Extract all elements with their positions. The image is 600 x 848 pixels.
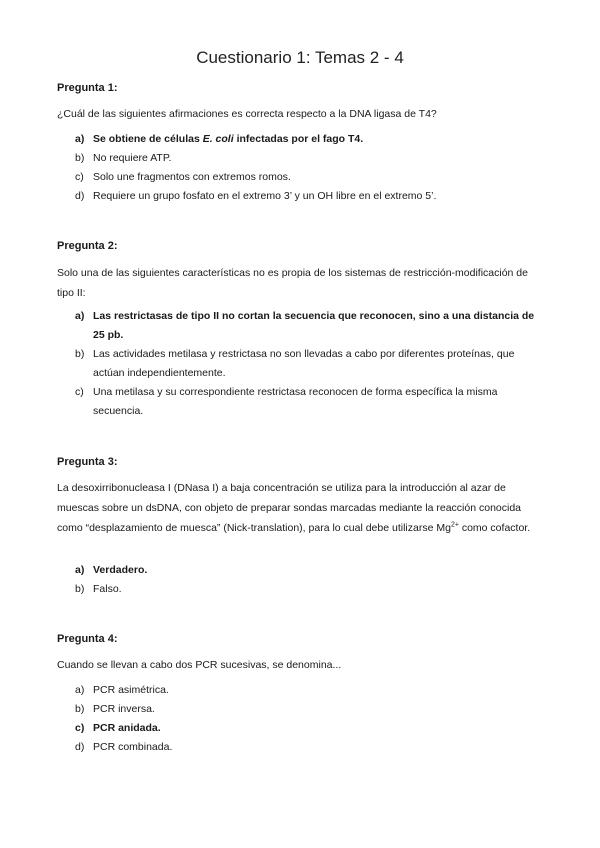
question-1-text: ¿Cuál de las siguientes afirmaciones es correcta respecto a la DNA ligasa de T4? xyxy=(57,108,437,120)
option-text: Una metilasa y su correspondiente restrictasa reconocen de forma específica la misma secuencia. xyxy=(93,386,498,417)
option-text-pre: Se obtiene de células xyxy=(93,133,203,145)
option-letter: b) xyxy=(75,152,85,164)
option-letter: a) xyxy=(75,564,85,576)
question-2-heading: Pregunta 2: xyxy=(57,240,118,252)
question-4-option-b xyxy=(75,700,545,719)
option-letter: c) xyxy=(75,386,84,398)
option-text: PCR combinada. xyxy=(93,741,173,753)
option-text: Verdadero. xyxy=(93,564,148,576)
option-text: PCR inversa. xyxy=(93,703,155,715)
question-3-text xyxy=(57,478,547,538)
option-text: Las actividades metilasa y restrictasa no son llevadas a cabo por diferentes proteínas, que actúan independientemente. xyxy=(93,348,515,379)
question-4-option-d xyxy=(75,738,545,757)
question-1-option-b xyxy=(75,149,545,168)
superscript: 2+ xyxy=(450,521,459,529)
option-letter: c) xyxy=(75,722,85,734)
option-text: Requiere un grupo fosfato en el extremo 3’ y un OH libre en el extremo 5’. xyxy=(93,190,437,202)
option-text: Las restrictasas de tipo II no cortan la secuencia que reconocen, sino a una distancia de 25 pb. xyxy=(93,310,535,341)
option-text: PCR asimétrica. xyxy=(93,684,169,696)
question-1-option-a xyxy=(75,130,545,149)
option-letter: b) xyxy=(75,583,85,595)
question-4-option-c xyxy=(75,719,545,738)
question-2-option-a xyxy=(75,307,545,345)
option-letter: a) xyxy=(75,133,85,145)
question-1-heading: Pregunta 1: xyxy=(57,82,118,94)
question-3-text-after: como cofactor. xyxy=(458,522,531,534)
option-letter: b) xyxy=(75,348,85,360)
question-3-heading: Pregunta 3: xyxy=(57,456,118,468)
question-3-option-b xyxy=(75,580,545,599)
option-text-italic: E. coli xyxy=(202,133,234,145)
question-3-text-main: La desoxirribonucleasa I (DNasa I) a baja concentración se utiliza para la introducción al azar de muescas sobre un dsDNA, con objeto de preparar sondas marcadas mediante la reacción conocida como “desplazamiento de muesca” (Nick-translation), para lo cual debe utilizarse Mg xyxy=(57,482,522,534)
question-4-heading: Pregunta 4: xyxy=(57,633,118,645)
question-1-option-d xyxy=(75,187,545,206)
option-letter: d) xyxy=(75,741,85,753)
question-4-option-a xyxy=(75,681,545,700)
option-letter: c) xyxy=(75,171,84,183)
page-title: Cuestionario 1: Temas 2 - 4 xyxy=(196,48,404,67)
question-1-option-c xyxy=(75,168,545,187)
question-4-text: Cuando se llevan a cabo dos PCR sucesivas, se denomina... xyxy=(57,659,342,671)
question-3-option-a xyxy=(75,561,545,580)
option-letter: b) xyxy=(75,703,85,715)
question-2-option-b xyxy=(75,345,545,383)
option-letter: a) xyxy=(75,310,85,322)
question-2-option-c xyxy=(75,383,545,421)
question-2-text: Solo una de las siguientes características no es propia de los sistemas de restricción-modificación de tipo II: xyxy=(57,267,528,299)
option-text: PCR anidada. xyxy=(93,722,161,734)
option-letter: a) xyxy=(75,684,85,696)
option-text-post: infectadas por el fago T4. xyxy=(233,133,364,145)
option-text: No requiere ATP. xyxy=(93,152,172,164)
option-text: Solo une fragmentos con extremos romos. xyxy=(93,171,291,183)
option-text: Falso. xyxy=(93,583,122,595)
option-letter: d) xyxy=(75,190,85,202)
